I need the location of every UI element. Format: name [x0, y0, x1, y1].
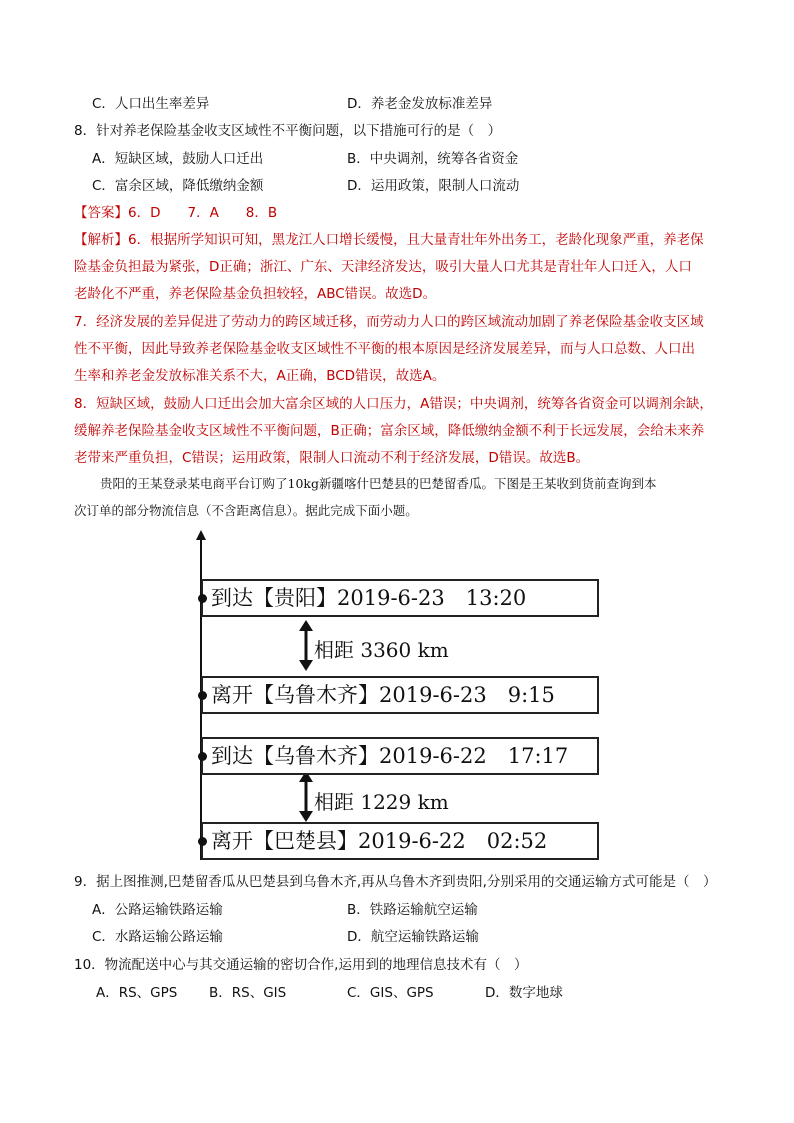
timeline-dot-icon: [198, 837, 207, 846]
q9-option-d: D．航空运输铁路运输: [347, 929, 479, 945]
analysis-p8-line3: 老带来严重负担，C错误；运用政策，限制人口流动不利于经济发展，D错误。故选B。: [74, 450, 590, 466]
distance-label: 相距 1229 km: [314, 790, 449, 814]
analysis-label: 【解析】: [74, 232, 128, 248]
analysis-p8-line1: 8．短缺区域，鼓励人口迁出会加大富余区域的人口压力，A错误；中央调剂，统筹各省资金可以调剂余缺，: [74, 396, 713, 412]
q9-option-b: B．铁路运输航空运输: [347, 902, 478, 918]
answer-label: 【答案】: [74, 205, 128, 221]
distance-label: 相距 3360 km: [314, 638, 449, 662]
intro-line1: 贵阳的王某登录某电商平台订购了10kg新疆喀什巴楚县的巴楚留香瓜。下图是王某收到货前查询到本: [100, 476, 657, 491]
q10-option-b: B．RS、GIS: [209, 985, 287, 1001]
analysis-p6-line3: 老龄化不严重，养老保险基金负担较轻，ABC错误。故选D。: [74, 286, 437, 302]
logistics-entry: [201, 579, 599, 617]
analysis-p7-line1: 7．经济发展的差异促进了劳动力的跨区域迁移，而劳动力人口的跨区域流动加剧了养老保险基金收支区域: [74, 314, 704, 330]
q10-option-c: C．GIS、GPS: [347, 985, 434, 1001]
q8-stem: 8．针对养老保险基金收支区域性不平衡问题，以下措施可行的是（ ）: [74, 123, 502, 139]
analysis-p7-line2: 性不平衡，因此导致养老保险基金收支区域性不平衡的根本原因是经济发展差异，而与人口总数、人口出: [74, 341, 695, 357]
logistics-entry: [201, 676, 599, 714]
timeline-dot-icon: [198, 752, 207, 761]
entry-text: 离开【乌鲁木齐】2019-6-23 9:15: [211, 683, 555, 707]
q8-option-d: D．运用政策，限制人口流动: [347, 178, 520, 194]
analysis-p6-line2: 险基金负担最为紧张，D正确；浙江、广东、天津经济发达，吸引大量人口尤其是青壮年人口迁入，人口: [74, 259, 692, 275]
analysis-p8-line2: 缓解养老保险基金收支区域性不平衡问题，B正确；富余区域，降低缴纳金额不利于长远发展，会给未来养: [74, 423, 705, 439]
answer-line: [74, 204, 277, 222]
analysis-p7-line3: 生率和养老金发放标准关系不大，A正确，BCD错误，故选A。: [74, 368, 446, 384]
analysis-p6-line1: [74, 231, 704, 249]
logistics-entry: [201, 822, 599, 860]
double-arrow-icon: [299, 620, 313, 631]
q7-option-c: C．人口出生率差异: [92, 96, 210, 112]
q9-option-c: C．水路运输公路运输: [92, 929, 223, 945]
entry-text: 到达【贵阳】2019-6-23 13:20: [211, 586, 527, 610]
q9-option-a: A．公路运输铁路运输: [92, 902, 223, 918]
q9-stem: 9．据上图推测,巴楚留香瓜从巴楚县到乌鲁木齐,再从乌鲁木齐到贵阳,分别采用的交通运输方式可能是（ ）: [74, 874, 717, 890]
entry-text: 到达【乌鲁木齐】2019-6-22 17:17: [211, 744, 569, 768]
logistics-figure: [196, 530, 606, 865]
q8-option-a: A．短缺区域，鼓励人口迁出: [92, 151, 264, 167]
q7-option-d: D．养老金发放标准差异: [347, 96, 493, 112]
timeline-dot-icon: [198, 594, 207, 603]
analysis-p6-text1: 6．根据所学知识可知，黑龙江人口增长缓慢，且大量青壮年外出务工，老龄化现象严重，养老保: [128, 232, 704, 248]
q10-option-d: D．数字地球: [485, 985, 563, 1001]
answer-text: 6．D 7．A 8．B: [128, 205, 278, 221]
q10-stem: 10．物流配送中心与其交通运输的密切合作,运用到的地理信息技术有（ ）: [74, 957, 528, 973]
arrow-up-icon: [196, 530, 206, 540]
timeline-dot-icon: [198, 691, 207, 700]
entry-text: 离开【巴楚县】2019-6-22 02:52: [211, 829, 548, 853]
q8-option-b: B．中央调剂，统筹各省资金: [347, 151, 519, 167]
q8-option-c: C．富余区域，降低缴纳金额: [92, 178, 264, 194]
logistics-entry: [201, 737, 599, 775]
q10-option-a: A．RS、GPS: [96, 985, 178, 1001]
intro-line2: 次订单的部分物流信息（不含距离信息）。据此完成下面小题。: [74, 503, 418, 518]
